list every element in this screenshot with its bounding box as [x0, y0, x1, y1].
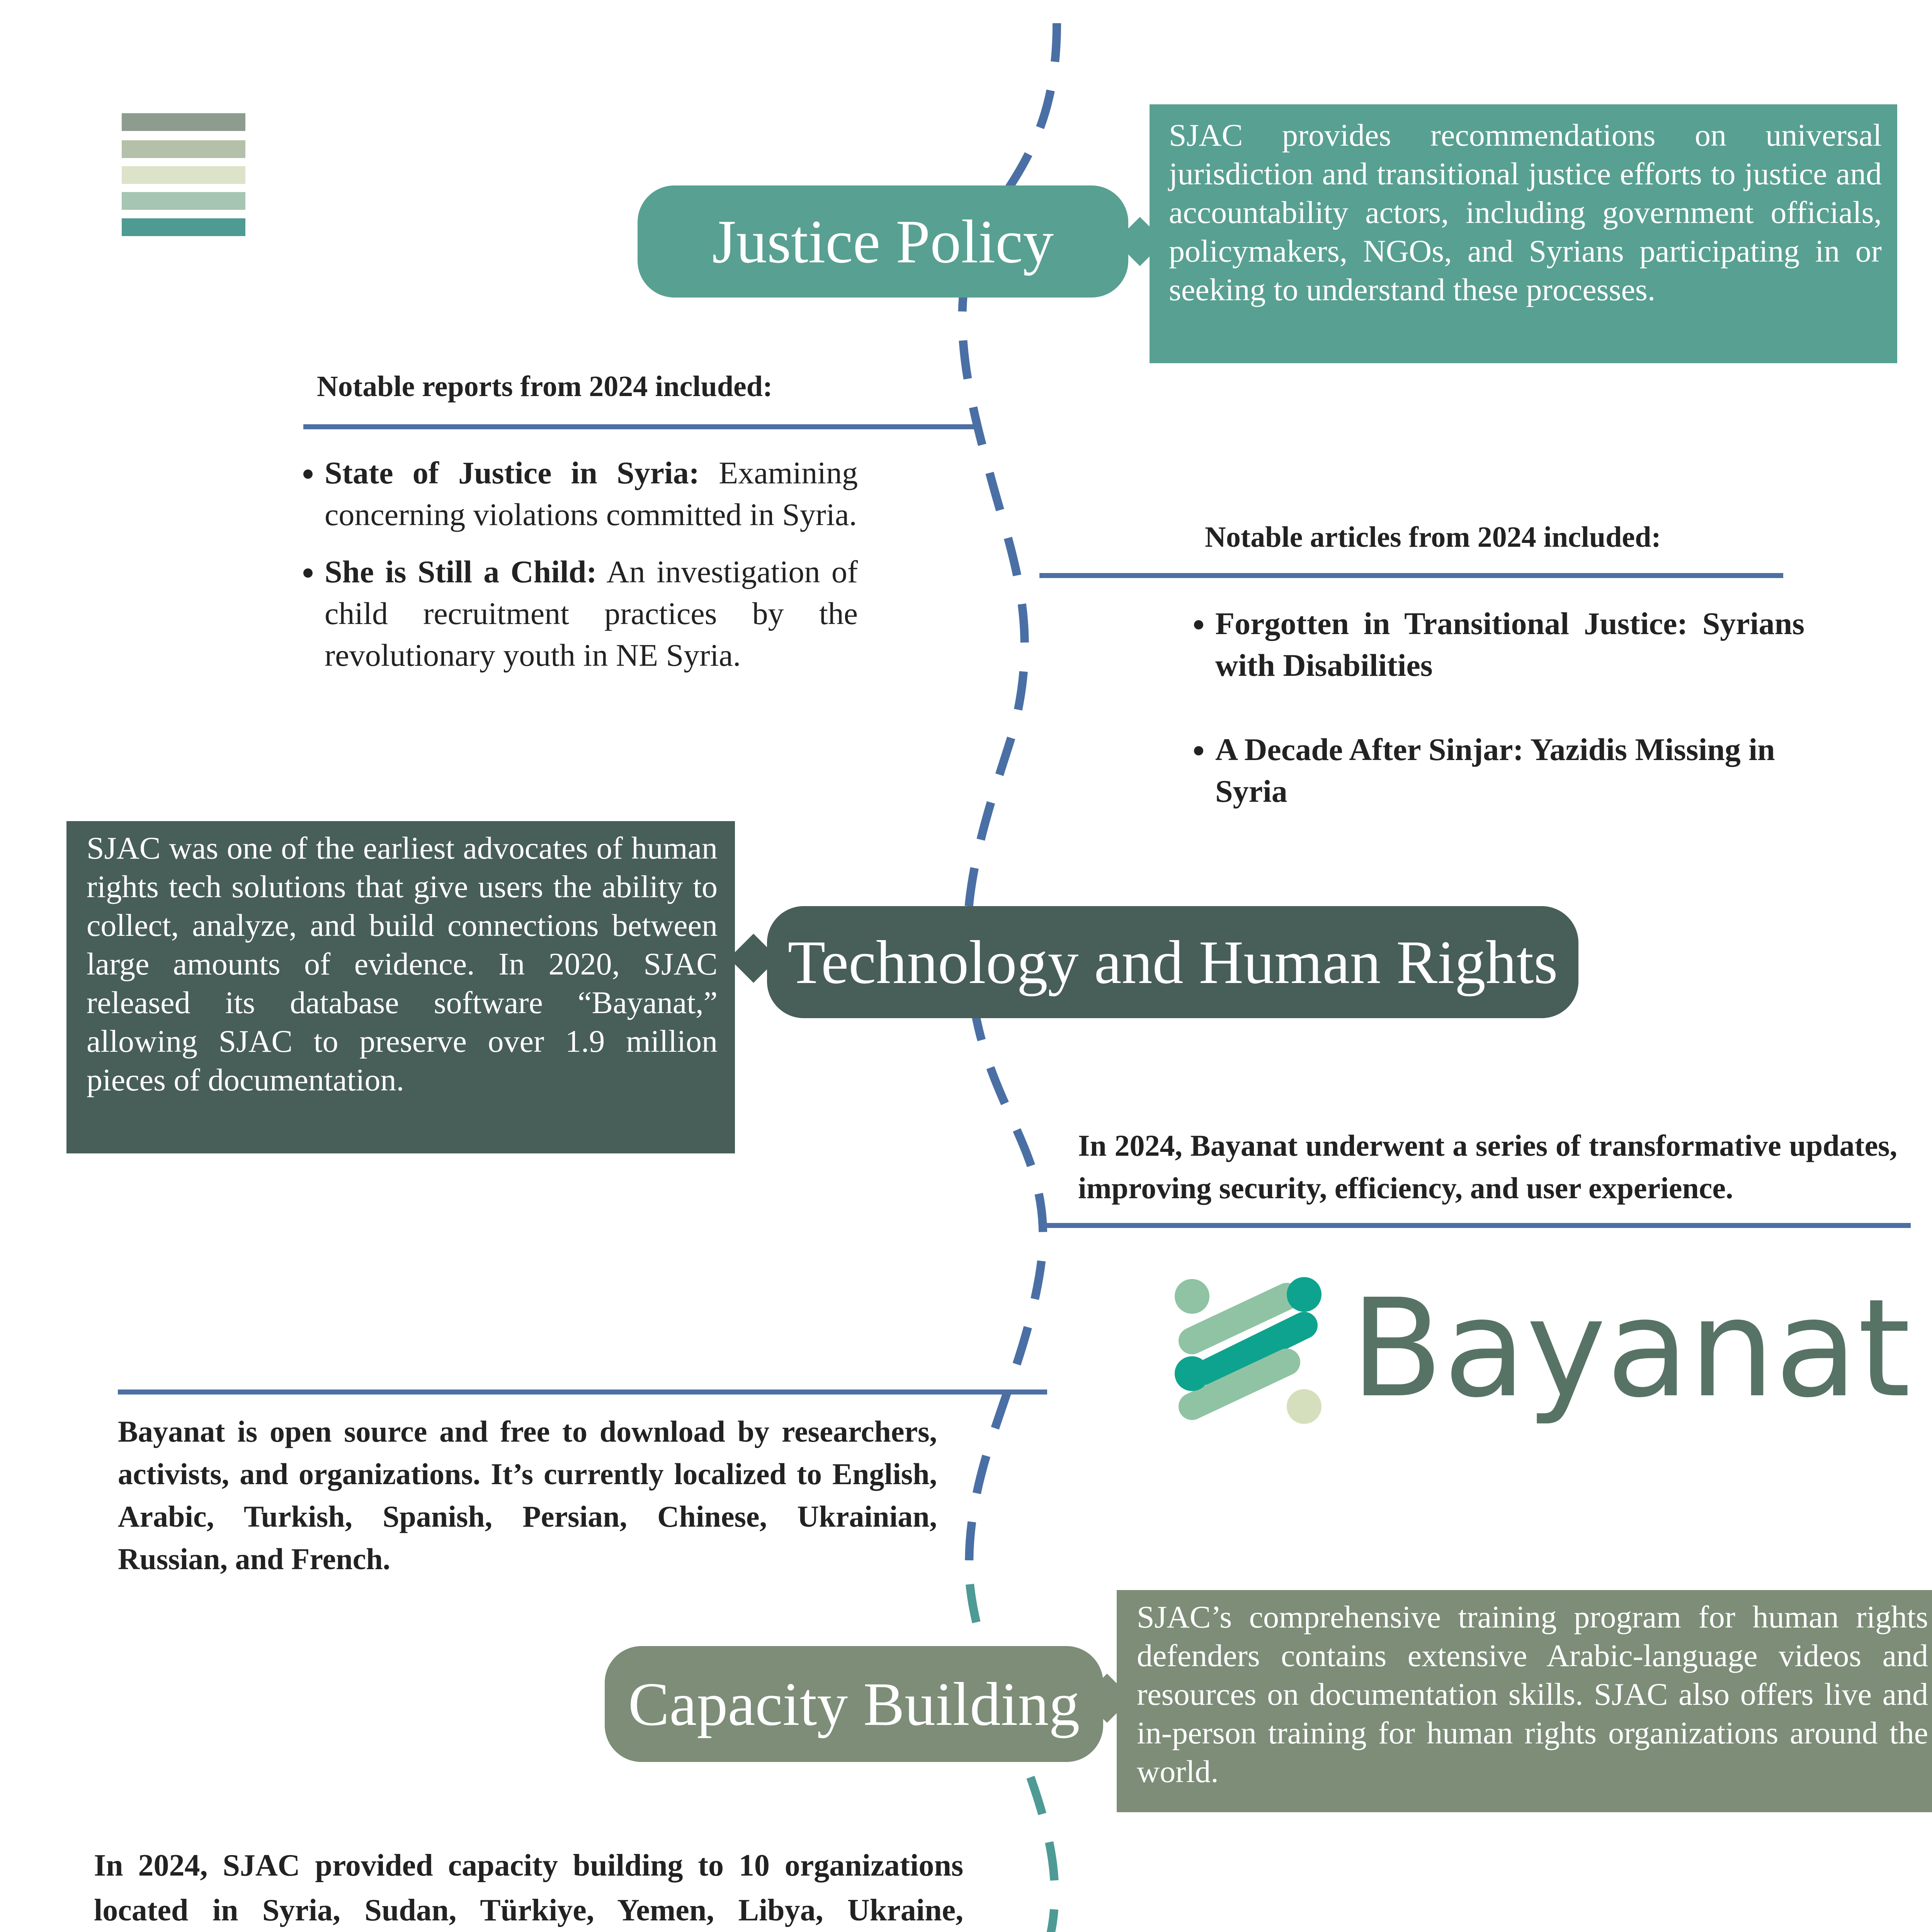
justice-policy-title: Justice Policy — [638, 185, 1128, 298]
list-item: • A Decade After Sinjar: Yazidis Missing in Syria — [1215, 729, 1804, 812]
bayanat-update-rule — [1043, 1223, 1911, 1228]
technology-description: SJAC was one of the earliest advocates of human rights tech solutions that give users the ability to collect, analyze, and build connections between large amounts of evidence. In 2020, SJAC released its database software “Bayanat,” allowing SJAC to preserve over 1.9 million pieces of documentation. — [66, 821, 735, 1153]
justice-policy-description: SJAC provides recommendations on universal jurisdiction and transitional justice efforts to justice and accountability actors, including government officials, policymakers, NGOs, and Syrians participating in or seeking to understand these processes. — [1150, 104, 1897, 363]
reports-heading: Notable reports from 2024 included: — [317, 370, 773, 403]
list-item — [325, 551, 858, 676]
list-item: • Forgotten in Transitional Justice: Syrians with Disabilities — [1215, 603, 1804, 686]
reports-rule — [303, 424, 980, 429]
report-title: State of Justice in Syria: — [325, 455, 700, 490]
capacity-summary: In 2024, SJAC provided capacity building to 10 organizations located in Syria, Sudan, Türkiye, Yemen, Libya, Ukraine, — [94, 1849, 963, 1927]
bayanat-logo — [1171, 1270, 1911, 1437]
bayanat-open-source-rule — [118, 1389, 1047, 1395]
bayanat-logo-mark — [1171, 1275, 1325, 1430]
list-item — [325, 452, 858, 536]
capacity-description: SJAC’s comprehensive training program for human rights defenders contains extensive Arabic-language videos and resources on documentation skills. SJAC also offers live and in-person training for human rights organizations around the world. — [1117, 1590, 1932, 1812]
report-text: Examining concerning violations committed in Syria. — [325, 455, 858, 532]
bayanat-logo-text: Bayanat — [1350, 1270, 1911, 1427]
technology-title: Technology and Human Rights — [767, 906, 1578, 1018]
articles-heading: Notable articles from 2024 included: — [1205, 521, 1661, 553]
report-text: An investigation of child recruitment practices by the revolutionary youth in NE Syria. — [325, 554, 858, 673]
bayanat-open-source-text: Bayanat is open source and free to download by researchers, activists, and organizations. It’s currently localized to English, Arabic, Turkish, Spanish, Persian, Chinese, Ukrainian, Russian, and French. — [118, 1415, 937, 1576]
bayanat-update-text: In 2024, Bayanat underwent a series of transformative updates, improving security, efficiency, and user experience. — [1078, 1129, 1897, 1205]
articles-list — [1157, 603, 1804, 812]
reports-list — [267, 452, 858, 676]
report-title: She is Still a Child: — [325, 554, 597, 589]
capacity-title: Capacity Building — [605, 1646, 1103, 1762]
articles-rule — [1039, 573, 1783, 578]
